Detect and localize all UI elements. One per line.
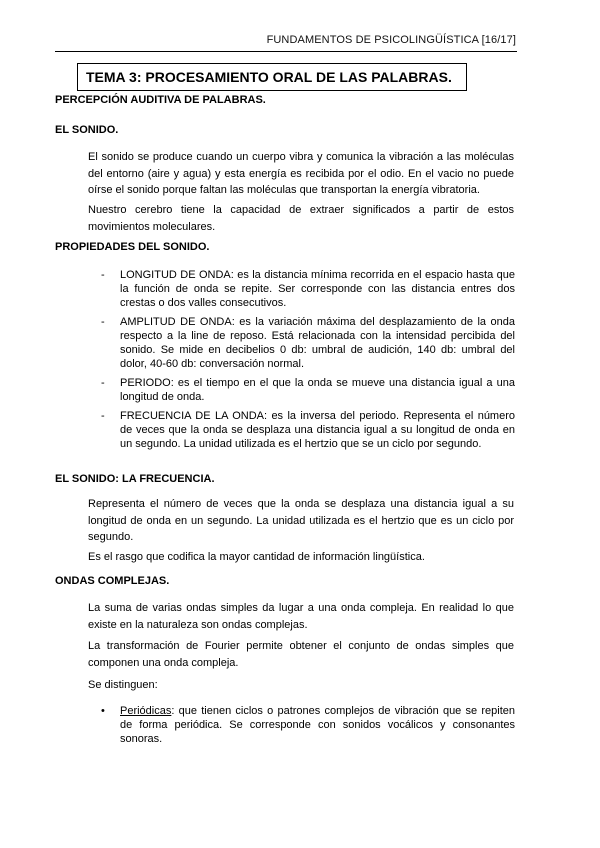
heading-frecuencia: EL SONIDO: LA FRECUENCIA. bbox=[55, 473, 215, 485]
complejas-list bbox=[101, 704, 515, 746]
dash-marker: - bbox=[101, 316, 105, 328]
paragraph-sonido-1: El sonido se produce cuando un cuerpo vibra y comunica la vibración a las moléculas del entorno (aire y agua) y esta energía es recibida por el odio. En el vacio no puede oírse el sonido porque faltan las moléculas que transportan la energía vibratoria. bbox=[88, 151, 514, 196]
header-rule bbox=[55, 51, 517, 52]
heading-propiedades: PROPIEDADES DEL SONIDO. bbox=[55, 241, 210, 253]
document-header: FUNDAMENTOS DE PSICOLINGÜÍSTICA [16/17] bbox=[266, 34, 516, 46]
heading-ondas-complejas: ONDAS COMPLEJAS. bbox=[55, 575, 170, 587]
paragraph-frecuencia-2: Es el rasgo que codifica la mayor cantidad de información lingüística. bbox=[88, 551, 425, 563]
paragraph-complejas-2: La transformación de Fourier permite obtener el conjunto de ondas simples que componen una onda compleja. bbox=[88, 640, 514, 669]
list-item-periodicas bbox=[101, 704, 515, 746]
paragraph-complejas-1: La suma de varias ondas simples da lugar a una onda compleja. En realidad lo que existe en la naturaleza son ondas complejas. bbox=[88, 602, 514, 631]
list-item-text: PERIODO: es el tiempo en el que la onda se mueve una distancia igual a una longitud de onda. bbox=[120, 377, 515, 403]
dash-marker: - bbox=[101, 269, 105, 281]
dash-marker: - bbox=[101, 377, 105, 389]
dash-marker: - bbox=[101, 410, 105, 422]
paragraph-frecuencia-1: Representa el número de veces que la onda se desplaza una distancia igual a su longitud de onda en un segundo. La unidad utilizada es el hertzio que es un ciclo por segundo. bbox=[88, 498, 514, 543]
list-item-longitud bbox=[101, 268, 515, 310]
list-item-text: : que tienen ciclos o patrones complejos de vibración que se repiten de forma periódica. Se corresponde con sonidos vocálicos y consonantes sonoras. bbox=[120, 705, 515, 745]
paragraph-sonido-2: Nuestro cerebro tiene la capacidad de extraer significados a partir de estos movimientos moleculares. bbox=[88, 204, 514, 233]
propiedades-list bbox=[101, 268, 515, 456]
list-item-text: FRECUENCIA DE LA ONDA: es la inversa del periodo. Representa el número de veces que la onda se desplaza una distancia igual a su longitud de onda en un segundo. La unidad utilizada es el hertzio que se un ciclo por segundo. bbox=[120, 410, 515, 450]
section-heading-percepcion: PERCEPCIÓN AUDITIVA DE PALABRAS. bbox=[55, 94, 266, 106]
heading-el-sonido: EL SONIDO. bbox=[55, 124, 119, 136]
list-item-text: AMPLITUD DE ONDA: es la variación máxima del desplazamiento de la onda respecto a la line de reposo. Está relacionada con la intensidad percibida del sonido. Se mide en decibelios 0 db: umbral de audición, 140 db: umbral del dolor, 40-60 db: conversación normal. bbox=[120, 316, 515, 370]
term-periodicas: Periódicas bbox=[120, 705, 172, 717]
list-item-text: LONGITUD DE ONDA: es la distancia mínima recorrida en el espacio hasta que la función de onda se repite. Ser corresponde con las distancia entres dos crestas o dos valles consecutivos. bbox=[120, 269, 515, 309]
paragraph-complejas-3: Se distinguen: bbox=[88, 679, 158, 691]
bullet-marker: • bbox=[101, 705, 105, 717]
list-item-frecuencia bbox=[101, 409, 515, 451]
list-item-amplitud bbox=[101, 315, 515, 371]
document-title: TEMA 3: PROCESAMIENTO ORAL DE LAS PALABRAS. bbox=[77, 63, 467, 91]
list-item-periodo bbox=[101, 376, 515, 404]
